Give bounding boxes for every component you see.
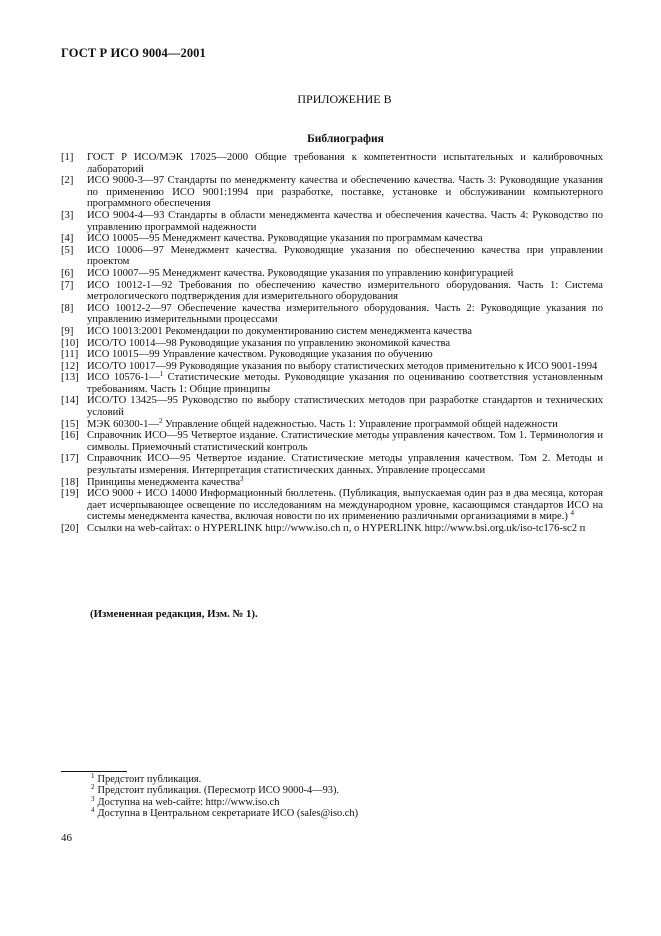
bibliography-item-text: [87, 175, 603, 210]
bibliography-item: [61, 338, 603, 350]
footnote-reference: 4: [570, 509, 575, 518]
footnote-reference: 2: [159, 416, 163, 425]
bibliography-item-number: [3]: [61, 209, 74, 221]
bibliography-item-tail: Статистические методы. Руководящие указания по оцениванию соответствия установленным требованиям. Часть 1: Общие принципы: [87, 372, 604, 395]
bibliography-item-main: ИСО 10012-1—92 Требования по обеспечению качество измерительного оборудования. Часть 1: Система метрологического подтверждения для измерительного оборудования: [87, 279, 603, 303]
bibliography-item-main: Принципы менеджмента качества: [87, 476, 241, 488]
bibliography-item: [61, 523, 603, 535]
bibliography-item-number: [1]: [61, 152, 74, 163]
bibliography-item-main: ИСО 10576-1—: [87, 372, 160, 384]
bibliography-item-main: ИСО 9000-3—97 Стандарты по менеджменту качества и обеспечению качества. Часть 3: Руководящие указания по применению ИСО 9001:1994 при разработке, поставке, установке и обслуживании компьютерного программного обеспечения: [87, 175, 603, 210]
bibliography-item-text: [87, 453, 603, 476]
bibliography-title: Библиография: [307, 133, 384, 145]
bibliography-item-main: ИСО 10007—95 Менеджмент качества. Руководящие указания по управлению конфигурацией: [87, 267, 514, 279]
bibliography-item-main: ИСО 10005—95 Менеджмент качества. Руководящие указания по программам качества: [87, 233, 483, 245]
bibliography-item-number: [18]: [61, 476, 79, 488]
bibliography-item-number: [20]: [61, 523, 79, 534]
bibliography-item: [61, 280, 603, 303]
bibliography-item-main: ИСО/ТО 10017—99 Руководящие указания по выбору статистических методов применительно к ИСО 9001-1994: [87, 360, 598, 372]
bibliography-item: [61, 474, 603, 489]
footnote-text: Доступна на web-сайте: http://www.iso.ch: [97, 796, 280, 808]
footnote-text: Предстоит публикация.: [97, 774, 202, 785]
bibliography-item-number: [14]: [61, 395, 79, 407]
bibliography-item-number: [2]: [61, 175, 74, 187]
bibliography-item-main: Справочник ИСО—95 Четвертое издание. Статистические методы управления качеством. Том 2. Методы и результаты измерения. Интерпретация статистических данных. Управление процессами: [87, 453, 603, 477]
footnote: [91, 794, 358, 808]
bibliography-item-main: ИСО 10015—99 Управление качеством. Руководящие указания по обучению: [87, 349, 433, 361]
bibliography-item: [61, 361, 603, 373]
bibliography-item-text: [87, 280, 603, 303]
footnote-text: Предстоит публикация. (Пересмотр ИСО 9000-4—93).: [97, 785, 340, 797]
bibliography-item-main: ИСО 9000 + ИСО 14000 Информационный бюллетень. (Публикация, выпускаемая один раз в два месяца, которая дает исчерпывающее освещение по исследованиям на международном уровне, касающимся стандартов ИСО на системы менеджмента качества, включая новости по их применению различными организациями в мире.): [87, 488, 603, 523]
footnote: [91, 785, 358, 796]
bibliography-item-main: ИСО 10006—97 Менеджмент качества. Руководящие указания по обеспечению качества при управлении проектом: [87, 244, 603, 268]
bibliography-item-main: ИСО 9004-4—93 Стандарты в области менеджмента качества и обеспечения качества. Часть 4: Руководство по управлению программой надежности: [87, 209, 603, 233]
bibliography-item-main: ГОСТ Р ИСО/МЭК 17025—2000 Общие требования к компетентности испытательных и калибровочных лабораторий: [87, 152, 603, 175]
bibliography-item-number: [17]: [61, 453, 79, 465]
bibliography-item-number: [15]: [61, 418, 79, 430]
bibliography-item: [61, 453, 603, 476]
bibliography-item-text: [87, 245, 603, 268]
bibliography-item: [61, 326, 603, 338]
amendment-note: (Измененная редакция, Изм. № 1).: [90, 608, 258, 620]
bibliography-item: [61, 268, 603, 280]
footnote: [91, 805, 359, 819]
bibliography-item-main: Ссылки на web-сайтах: о HYPERLINK http://www.iso.ch п, о HYPERLINK http://www.bsi.org.uk/iso-tc176-sc2 п: [87, 523, 586, 534]
bibliography-item: [61, 430, 603, 453]
footnote-text: Доступна в Центральном секретариате ИСО (sales@iso.ch): [97, 807, 359, 819]
bibliography-item-text: [87, 233, 603, 245]
bibliography-list: [61, 152, 603, 535]
bibliography-item-tail: Управление общей надежностью. Часть 1: Управление программой общей надежности: [162, 418, 558, 430]
page-number: 46: [61, 832, 72, 844]
bibliography-item-text: [87, 474, 603, 489]
bibliography-item-number: [11]: [61, 349, 79, 361]
footnote-mark: 1: [91, 772, 95, 780]
bibliography-item-text: [87, 430, 603, 453]
footnote-mark: 2: [91, 783, 95, 792]
footnote-reference: 3: [240, 474, 244, 483]
bibliography-item: [61, 349, 603, 361]
bibliography-item-text: [87, 268, 603, 280]
footnote: [91, 774, 358, 785]
bibliography-item: [61, 372, 603, 395]
bibliography-item-main: ИСО 10012-2—97 Обеспечение качества измерительного оборудования. Часть 2: Руководящие указания по управлению измерительными процессами: [87, 302, 603, 326]
bibliography-item: [61, 488, 603, 523]
bibliography-item-number: [10]: [61, 337, 79, 349]
document-header: ГОСТ Р ИСО 9004—2001: [61, 46, 206, 60]
bibliography-item-number: [4]: [61, 233, 74, 245]
bibliography-item-main: МЭК 60300-1—: [87, 418, 160, 430]
bibliography-item-text: [87, 303, 603, 326]
bibliography-item-number: [13]: [61, 372, 79, 384]
bibliography-item-text: [87, 416, 603, 431]
bibliography-item-text: [87, 523, 603, 535]
bibliography-item-text: [87, 338, 603, 350]
bibliography-item: [61, 416, 603, 431]
bibliography-item: [61, 175, 603, 210]
bibliography-item-text: [87, 152, 603, 175]
bibliography-item-number: [9]: [61, 325, 74, 337]
footnotes: [91, 774, 358, 819]
bibliography-item-number: [16]: [61, 430, 79, 442]
bibliography-item-text: [87, 488, 603, 523]
bibliography-item: [61, 303, 603, 326]
bibliography-item-text: [87, 361, 603, 373]
appendix-label: ПРИЛОЖЕНИЕ В: [297, 92, 392, 106]
bibliography-item: [61, 233, 603, 245]
bibliography-item-text: [87, 395, 603, 418]
bibliography-item: [61, 395, 603, 418]
bibliography-item-main: ИСО/ТО 10014—98 Руководящие указания по управлению экономикой качества: [87, 337, 451, 349]
footnote-mark: 4: [91, 805, 95, 814]
bibliography-item: [61, 245, 603, 268]
bibliography-item-main: ИСО 10013:2001 Рекомендации по документированию систем менеджмента качества: [87, 325, 472, 337]
bibliography-item-number: [7]: [61, 279, 74, 291]
bibliography-item-text: [87, 210, 603, 233]
bibliography-item: [61, 152, 603, 175]
bibliography-item: [61, 210, 603, 233]
bibliography-item-text: [87, 372, 603, 395]
bibliography-item-number: [8]: [61, 302, 74, 314]
bibliography-item-number: [19]: [61, 488, 79, 500]
bibliography-item-main: Справочник ИСО—95 Четвертое издание. Статистические методы управления качеством. Том 1. Терминология и символы. Приемочный статистический контроль: [87, 430, 603, 453]
bibliography-item-number: [12]: [61, 360, 79, 372]
footnote-reference: 1: [159, 370, 164, 379]
bibliography-item-text: [87, 326, 603, 338]
footnote-mark: 3: [91, 794, 95, 803]
bibliography-item-text: [87, 349, 603, 361]
bibliography-item-number: [6]: [61, 267, 74, 279]
bibliography-item-number: [5]: [61, 244, 74, 256]
bibliography-item-main: ИСО/ТО 13425—95 Руководство по выбору статистических методов при разработке стандартов и технических условий: [87, 395, 603, 419]
